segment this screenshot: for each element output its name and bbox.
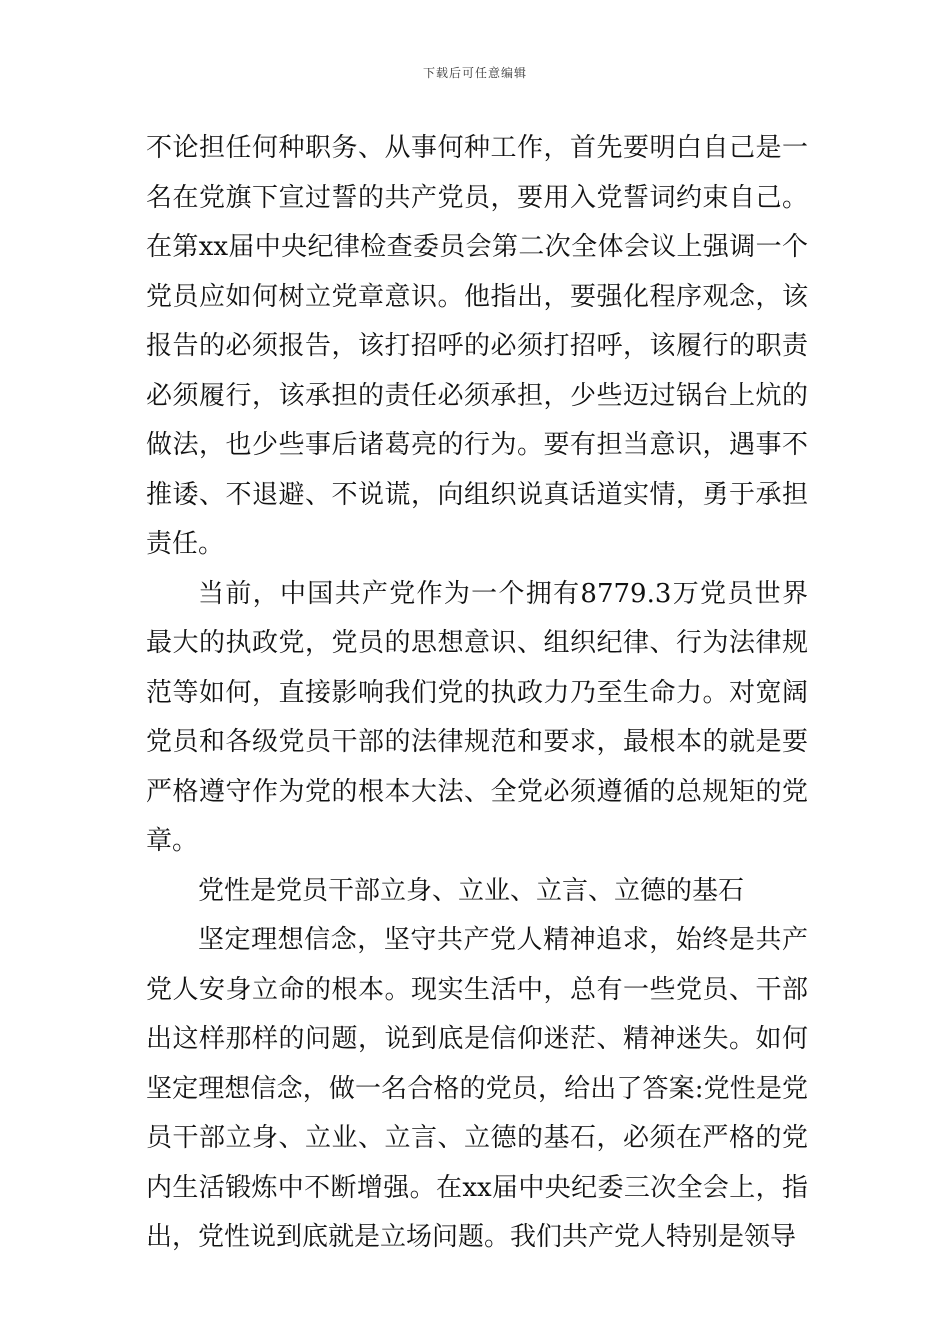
section-heading: 党性是党员干部立身、立业、立言、立德的基石 — [198, 875, 745, 906]
document-body — [146, 124, 808, 1263]
paragraph-1: 不论担任何种职务、从事何种工作，首先要明白自己是一名在党旗下宣过誓的共产党员，要用入党誓词约束自己。在第xx届中央纪律检查委员会第二次全体会议上强调一个党员应如何树立党章意识。他指出，要强化程序观念，该报告的必须报告，该打招呼的必须打招呼，该履行的职责必须履行，该承担的责任必须承担，少些迈过锅台上炕的做法，也少些事后诸葛亮的行为。要有担当意识，遇事不推诿、不退避、不说谎，向组织说真话道实情，勇于承担责任。 — [146, 133, 808, 559]
paragraph-2: 当前，中国共产党作为一个拥有8779.3万党员世界最大的执政党，党员的思想意识、组织纪律、行为法律规范等如何，直接影响我们党的执政力乃至生命力。对宽阔党员和各级党员干部的法律规范和要求，最根本的就是要严格遵守作为党的根本大法、全党必须遵循的总规矩的党章。 — [146, 578, 808, 856]
paragraph-3: 坚定理想信念，坚守共产党人精神追求，始终是共产党人安身立命的根本。现实生活中，总有一些党员、干部出这样那样的问题，说到底是信仰迷茫、精神迷失。如何坚定理想信念，做一名合格的党员，给出了答案:党性是党员干部立身、立业、立言、立德的基石，必须在严格的党内生活锻炼中不断增强。在xx届中央纪委三次全会上，指出，党性说到底就是立场问题。我们共产党人特别是领导 — [146, 925, 808, 1252]
page-header-note: 下载后可任意编辑 — [422, 66, 527, 80]
